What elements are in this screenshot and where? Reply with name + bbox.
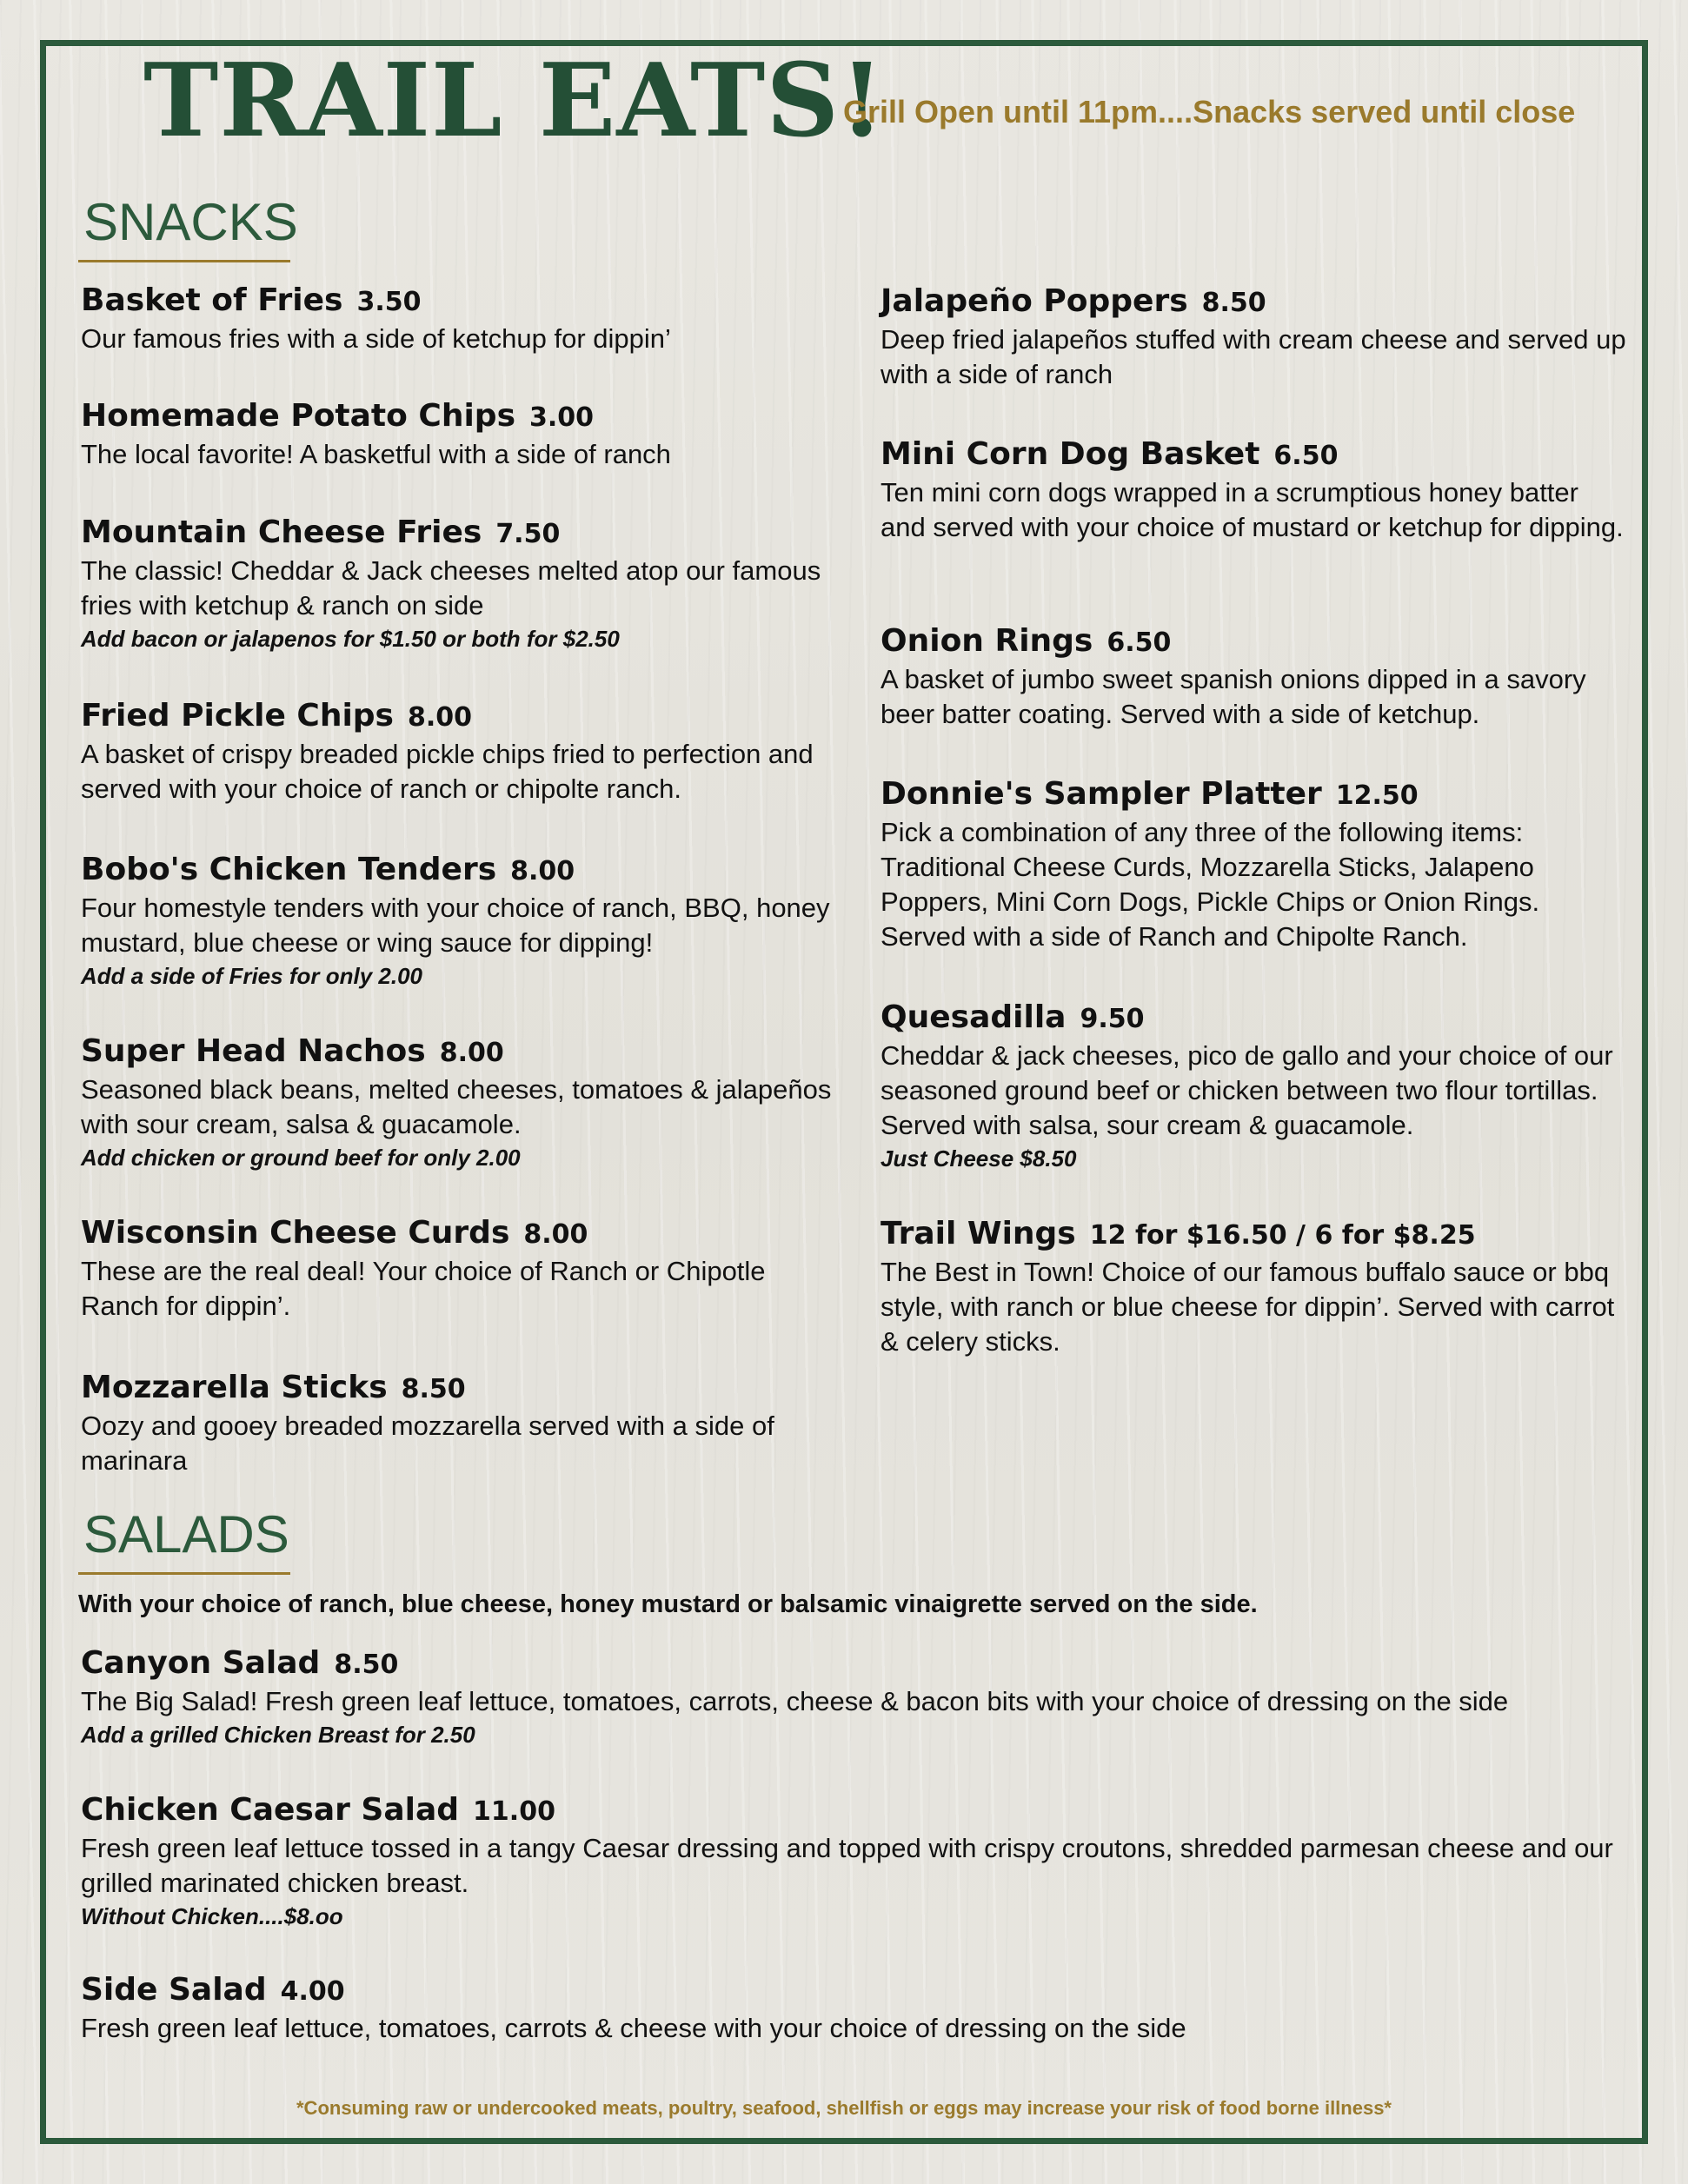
menu-item-onion-rings — [881, 623, 1628, 732]
item-description: A basket of crispy breaded pickle chips fried to perfection and served with your choice of ranch or chipolte ranch. — [81, 739, 814, 805]
item-addon-note: Add a side of Fries for only 2.00 — [81, 963, 422, 990]
menu-item-trail-wings — [881, 1216, 1628, 1359]
item-price: 8.50 — [401, 1374, 466, 1404]
snacks-heading-rule — [78, 260, 290, 262]
item-description: The Big Salad! Fresh green leaf lettuce, tomatoes, carrots, cheese & bacon bits with your choice of dressing on the side — [81, 1686, 1509, 1717]
item-name: Fried Pickle Chips — [81, 698, 394, 734]
item-price: 6.50 — [1273, 441, 1339, 471]
item-price: 8.50 — [1201, 288, 1266, 318]
item-description: The Best in Town! Choice of our famous buffalo sauce or bbq style, with ranch or blue cheese for dippin’. Served with carrot & celery sticks. — [881, 1257, 1615, 1358]
menu-item-basket-of-fries — [81, 282, 846, 356]
item-name: Mozzarella Sticks — [81, 1370, 388, 1405]
item-description: Cheddar & jack cheeses, pico de gallo and your choice of our seasoned ground beef or chicken between two flour tortillas. Served with salsa, sour cream & guacamole. — [881, 1040, 1613, 1141]
salads-dressing-note: With your choice of ranch, blue cheese, honey mustard or balsamic vinaigrette served on the side. — [78, 1590, 1258, 1618]
item-price: 8.00 — [510, 856, 575, 886]
item-price: 7.50 — [495, 519, 561, 549]
menu-item-wisconsin-cheese-curds — [81, 1215, 846, 1324]
item-name: Onion Rings — [881, 623, 1093, 659]
item-description: Fresh green leaf lettuce tossed in a tangy Caesar dressing and topped with crispy croutons, shredded parmesan cheese and our grilled marinated chicken breast. — [81, 1833, 1613, 1899]
menu-item-mountain-cheese-fries — [81, 514, 846, 654]
menu-item-super-head-nachos — [81, 1033, 846, 1173]
item-description: The local favorite! A basketful with a side of ranch — [81, 439, 671, 470]
item-price: 6.50 — [1107, 627, 1172, 658]
item-price: 11.00 — [473, 1796, 555, 1827]
menu-item-jalapeno-poppers — [881, 283, 1628, 392]
item-name: Canyon Salad — [81, 1645, 321, 1681]
item-name: Mini Corn Dog Basket — [881, 436, 1260, 472]
item-name: Side Salad — [81, 1972, 267, 2008]
item-price: 3.00 — [529, 402, 595, 433]
menu-item-mozzarella-sticks — [81, 1370, 846, 1478]
item-description: These are the real deal! Your choice of Ranch or Chipotle Ranch for dippin’. — [81, 1256, 766, 1322]
item-addon-note: Without Chicken....$8.oo — [81, 1903, 343, 1930]
item-price: 3.50 — [356, 287, 422, 317]
item-name: Mountain Cheese Fries — [81, 514, 482, 550]
item-description: Deep fried jalapeños stuffed with cream cheese and served up with a side of ranch — [881, 324, 1626, 390]
menu-item-chicken-caesar-salad — [81, 1792, 1628, 1932]
menu-item-homemade-potato-chips — [81, 398, 846, 472]
item-price: 9.50 — [1080, 1004, 1145, 1034]
item-description: Four homestyle tenders with your choice of ranch, BBQ, honey mustard, blue cheese or wing sauce for dipping! — [81, 893, 830, 959]
item-price: 8.00 — [407, 702, 473, 733]
item-addon-note: Add bacon or jalapenos for $1.50 or both for $2.50 — [81, 626, 620, 653]
menu-item-mini-corn-dog-basket — [881, 436, 1628, 545]
item-name: Bobo's Chicken Tenders — [81, 852, 497, 887]
item-name: Trail Wings — [881, 1216, 1076, 1251]
menu-item-quesadilla — [881, 999, 1628, 1174]
item-price: 8.00 — [523, 1219, 588, 1250]
item-description: Fresh green leaf lettuce, tomatoes, carrots & cheese with your choice of dressing on the side — [81, 2013, 1186, 2044]
item-addon-note: Just Cheese $8.50 — [881, 1145, 1077, 1172]
item-name: Basket of Fries — [81, 282, 343, 318]
item-price: 8.00 — [439, 1038, 504, 1068]
item-name: Chicken Caesar Salad — [81, 1792, 460, 1828]
menu-item-chicken-tenders — [81, 852, 846, 992]
item-name: Donnie's Sampler Platter — [881, 776, 1322, 812]
menu-item-sampler-platter — [881, 776, 1628, 954]
item-name: Jalapeño Poppers — [881, 283, 1188, 319]
item-description: Our famous fries with a side of ketchup for dippin’ — [81, 323, 671, 355]
item-name: Super Head Nachos — [81, 1033, 426, 1069]
item-description: The classic! Cheddar & Jack cheeses melted atop our famous fries with ketchup & ranch on side — [81, 555, 821, 621]
item-addon-note: Add a grilled Chicken Breast for 2.50 — [81, 1722, 475, 1749]
item-description: Pick a combination of any three of the following items: Traditional Cheese Curds, Mozzarella Sticks, Jalapeno Poppers, Mini Corn Dogs, Pickle Chips or Onion Rings. Served with a side of Ranch and Chipolte Ranch. — [881, 817, 1540, 953]
food-safety-disclaimer: *Consuming raw or undercooked meats, poultry, seafood, shellfish or eggs may increase your risk of food borne illness* — [296, 2097, 1392, 2119]
snacks-heading: SNACKS — [83, 193, 298, 251]
item-price: 4.00 — [280, 1976, 345, 2007]
menu-item-fried-pickle-chips — [81, 698, 846, 807]
salads-heading: SALADS — [83, 1505, 289, 1563]
item-description: Seasoned black beans, melted cheeses, tomatoes & jalapeños with sour cream, salsa & guacamole. — [81, 1074, 832, 1140]
item-name: Homemade Potato Chips — [81, 398, 515, 434]
salads-heading-rule — [78, 1572, 290, 1575]
item-price: 8.50 — [334, 1650, 399, 1680]
item-price: 12 for $16.50 / 6 for $8.25 — [1089, 1220, 1476, 1251]
item-description: A basket of jumbo sweet spanish onions dipped in a savory beer batter coating. Served with a side of ketchup. — [881, 664, 1586, 730]
item-addon-note: Add chicken or ground beef for only 2.00 — [81, 1145, 521, 1172]
item-price: 12.50 — [1335, 780, 1419, 811]
hours-note: Grill Open until 11pm....Snacks served until close — [843, 94, 1576, 129]
item-description: Ten mini corn dogs wrapped in a scrumptious honey batter and served with your choice of mustard or ketchup for dipping. — [881, 477, 1624, 543]
item-name: Quesadilla — [881, 999, 1067, 1035]
item-description: Oozy and gooey breaded mozzarella served with a side of marinara — [81, 1411, 774, 1477]
menu-item-canyon-salad — [81, 1645, 1628, 1750]
menu-item-side-salad — [81, 1972, 1628, 2046]
menu-title: TRAIL EATS! — [143, 42, 886, 160]
item-name: Wisconsin Cheese Curds — [81, 1215, 510, 1251]
